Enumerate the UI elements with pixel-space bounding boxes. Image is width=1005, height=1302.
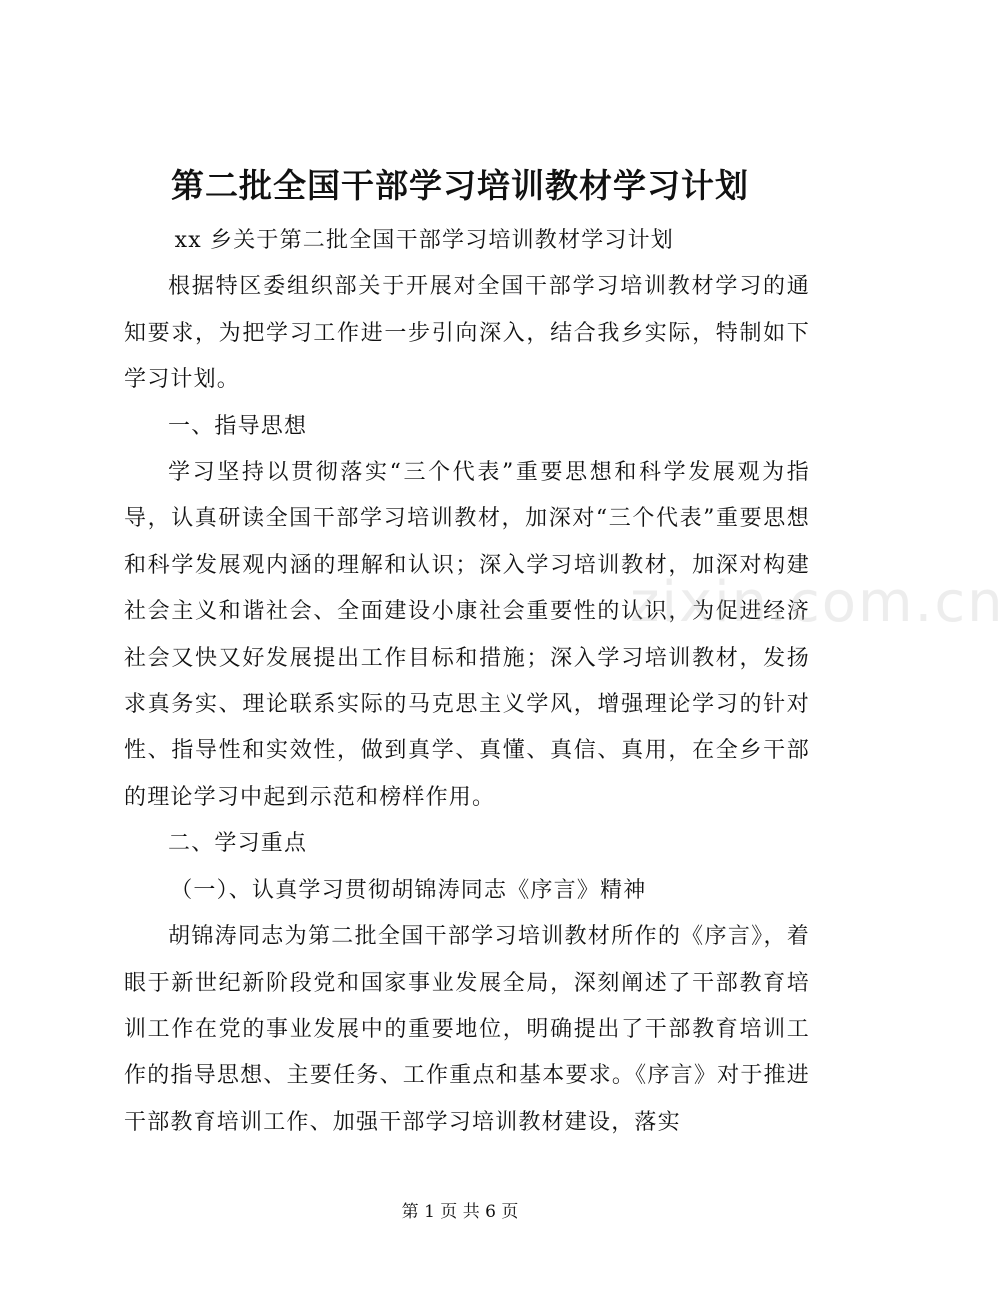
paragraph-guiding-ideology: 学习坚持以贯彻落实“三个代表”重要思想和科学发展观为指导，认真研读全国干部学习培训教材，加深对“三个代表”重要思想和科学发展观内涵的理解和认识；深入学习培训教材，加深对构建社会主义和谐社会、全面建设小康社会重要性的认识，为促进经济社会又快又好发展提出工作目标和措施；深入学习培训教材，发扬求真务实、理论联系实际的马克思主义学风，增强理论学习的针对性、指导性和实效性，做到真学、真懂、真信、真用，在全乡干部的理论学习中起到示范和榜样作用。 — [124, 460, 810, 810]
paragraph-preface: 胡锦涛同志为第二批全国干部学习培训教材所作的《序言》，着眼于新世纪新阶段党和国家事业发展全局，深刻阐述了干部教育培训工作在党的事业发展中的重要地位，明确提出了干部教育培训工作的指导思想、主要任务、工作重点和基本要求。《序言》对于推进干部教育培训工作、加强干部学习培训教材建设，落实 — [124, 924, 810, 1135]
page-number-footer: 第 1 页 共 6 页 — [401, 1202, 519, 1222]
watermark-text: zixin.com.cn — [630, 570, 1005, 635]
section-heading-guiding-ideology: 一、指导思想 — [168, 413, 308, 439]
subsection-heading-preface: （一）、认真学习贯彻胡锦涛同志《序言》精神 — [170, 877, 647, 903]
section-heading-study-focus: 二、学习重点 — [168, 831, 308, 857]
paragraph-intro: 根据特区委组织部关于开展对全国干部学习培训教材学习的通知要求，为把学习工作进一步引向深入，结合我乡实际，特制如下学习计划。 — [124, 274, 810, 393]
document-title: 第二批全国干部学习培训教材学习计划 — [171, 166, 749, 205]
document-subtitle: xx 乡关于第二批全国干部学习培训教材学习计划 — [174, 228, 675, 253]
document-body — [124, 218, 810, 1146]
